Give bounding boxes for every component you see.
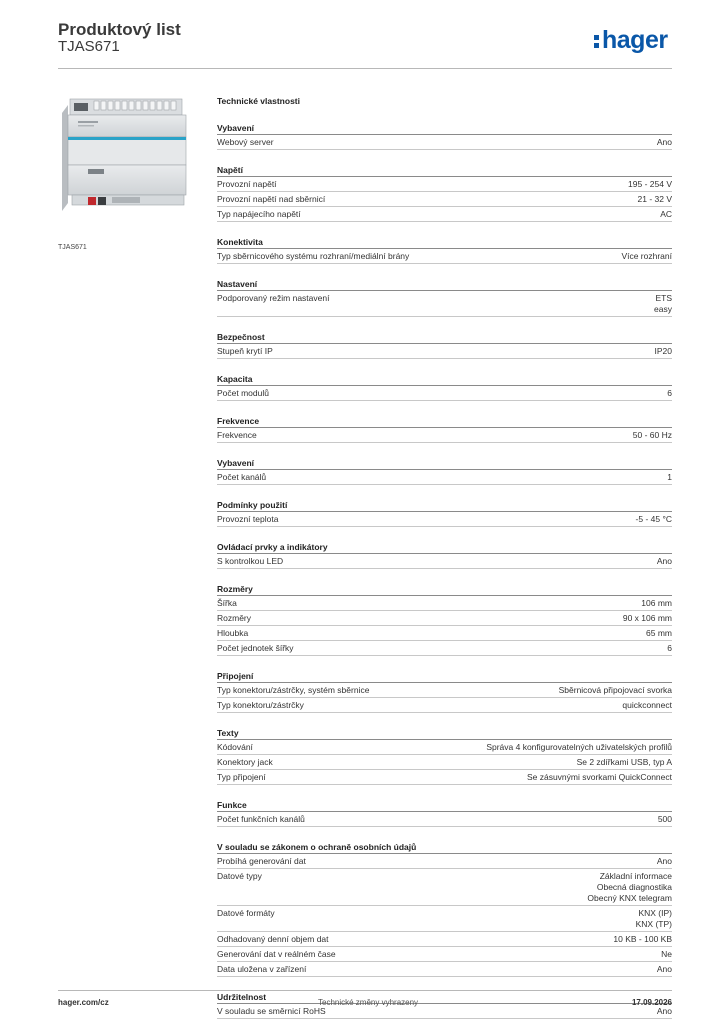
footer-date: 17.09.2026 <box>631 998 672 1007</box>
spec-label: Typ připojení <box>217 772 266 782</box>
spec-value-line: Více rozhraní <box>621 251 672 261</box>
spec-value-line: Obecný KNX telegram <box>587 893 672 903</box>
spec-value <box>621 251 672 262</box>
spec-row <box>217 740 672 755</box>
spec-value <box>660 209 672 220</box>
spec-row <box>217 470 672 485</box>
spec-value-line: 6 <box>667 388 672 398</box>
specs-table <box>217 95 672 1029</box>
spec-label: Webový server <box>217 137 274 147</box>
section-title: Vybavení <box>217 453 672 470</box>
spec-value-line: IP20 <box>654 346 672 356</box>
spec-section <box>217 837 672 977</box>
spec-value <box>486 742 672 753</box>
spec-value <box>657 964 672 975</box>
spec-label: Typ konektoru/zástrčky, systém sběrnice <box>217 685 370 695</box>
spec-row <box>217 947 672 962</box>
spec-row <box>217 683 672 698</box>
spec-section <box>217 987 672 1019</box>
spec-value <box>613 934 672 945</box>
section-title: Napětí <box>217 160 672 177</box>
footer-notice: Technické změny vyhrazeny <box>318 998 419 1007</box>
spec-value-line: Správa 4 konfigurovatelných uživatelských profilů <box>486 742 672 752</box>
spec-row <box>217 207 672 222</box>
spec-row <box>217 291 672 317</box>
spec-value-line: 6 <box>667 643 672 653</box>
image-caption: TJAS671 <box>58 244 87 251</box>
spec-value <box>623 613 672 624</box>
spec-row <box>217 932 672 947</box>
spec-section <box>217 118 672 150</box>
spec-row <box>217 512 672 527</box>
spec-label: Počet funkčních kanálů <box>217 814 305 824</box>
spec-row <box>217 177 672 192</box>
spec-label: Počet modulů <box>217 388 269 398</box>
spec-label: Konektory jack <box>217 757 273 767</box>
spec-value <box>667 388 672 399</box>
spec-label: Typ napájecího napětí <box>217 209 301 219</box>
spec-row <box>217 344 672 359</box>
spec-value-line: ETS <box>655 293 672 303</box>
spec-label: S kontrolkou LED <box>217 556 284 566</box>
spec-value-line: 10 KB - 100 KB <box>613 934 672 944</box>
spec-value-line: Základní informace <box>599 871 672 881</box>
spec-row <box>217 869 672 906</box>
section-title: Frekvence <box>217 411 672 428</box>
section-title: Udržitelnost <box>217 987 672 1004</box>
spec-value-line: Ne <box>661 949 672 959</box>
section-title: Konektivita <box>217 232 672 249</box>
spec-label: Počet jednotek šířky <box>217 643 294 653</box>
spec-label: Kódování <box>217 742 253 752</box>
spec-value <box>577 757 672 768</box>
spec-label: Generování dat v reálném čase <box>217 949 336 959</box>
spec-label: Podporovaný režim nastavení <box>217 293 330 303</box>
spec-row <box>217 906 672 932</box>
spec-value <box>655 346 673 357</box>
spec-value <box>654 293 672 315</box>
spec-value <box>622 700 672 711</box>
spec-section <box>217 274 672 317</box>
spec-value <box>559 685 672 696</box>
product-image <box>58 93 203 238</box>
spec-row <box>217 626 672 641</box>
spec-value <box>657 137 672 148</box>
spec-value-line: Obecná diagnostika <box>596 882 672 892</box>
spec-section <box>217 666 672 713</box>
spec-label: Stupeň krytí IP <box>217 346 273 356</box>
spec-row <box>217 192 672 207</box>
spec-value-line: 106 mm <box>641 598 672 608</box>
spec-row <box>217 1004 672 1019</box>
spec-value-line: 1 <box>667 472 672 482</box>
spec-value-line: Ano <box>656 964 672 974</box>
spec-value-line: -5 - 45 °C <box>635 514 672 524</box>
spec-row <box>217 698 672 713</box>
section-title: V souladu se zákonem o ochraně osobních údajů <box>217 837 672 854</box>
spec-value-line: Se zásuvnými svorkami QuickConnect <box>526 772 672 782</box>
spec-section <box>217 453 672 485</box>
spec-row <box>217 770 672 785</box>
spec-value-line: 500 <box>657 814 672 824</box>
section-title: Připojení <box>217 666 672 683</box>
spec-section <box>217 160 672 222</box>
spec-row <box>217 249 672 264</box>
spec-label: Data uložena v zařízení <box>217 964 307 974</box>
section-title: Ovládací prvky a indikátory <box>217 537 672 554</box>
spec-value <box>667 643 672 654</box>
spec-label: Typ sběrnicového systému rozhraní/mediální brány <box>217 251 410 261</box>
spec-value <box>657 856 672 867</box>
spec-value <box>638 194 673 205</box>
spec-value-line: Sběrnicová připojovací svorka <box>558 685 672 695</box>
spec-value <box>641 598 672 609</box>
spec-section <box>217 411 672 443</box>
spec-value <box>657 1006 672 1017</box>
spec-label: Provozní napětí <box>217 179 277 189</box>
logo-text: hager <box>602 26 668 54</box>
spec-label: Provozní teplota <box>217 514 279 524</box>
spec-row <box>217 135 672 150</box>
footer-website: hager.com/cz <box>58 998 109 1007</box>
spec-value <box>527 772 672 783</box>
spec-label: Probíhá generování dat <box>217 856 306 866</box>
spec-value-line: 50 - 60 Hz <box>632 430 672 440</box>
spec-section <box>217 537 672 569</box>
product-code: TJAS671 <box>58 38 120 55</box>
spec-value-line: Ano <box>656 856 672 866</box>
spec-label: Datové typy <box>217 871 262 881</box>
spec-value <box>657 556 672 567</box>
spec-label: Šířka <box>217 598 237 608</box>
spec-row <box>217 755 672 770</box>
spec-row <box>217 428 672 443</box>
hager-logo <box>594 26 668 54</box>
spec-row <box>217 641 672 656</box>
spec-row <box>217 596 672 611</box>
spec-section <box>217 327 672 359</box>
spec-value-line: Se 2 zdířkami USB, typ A <box>576 757 672 767</box>
page-title: Produktový list <box>58 20 181 39</box>
spec-value-line: 90 x 106 mm <box>622 613 672 623</box>
spec-value <box>633 430 672 441</box>
spec-value-line: AC <box>660 209 672 219</box>
spec-label: Typ konektoru/zástrčky <box>217 700 304 710</box>
spec-value <box>636 908 672 930</box>
spec-label: Rozměry <box>217 613 252 623</box>
spec-label: Frekvence <box>217 430 257 440</box>
spec-row <box>217 812 672 827</box>
spec-value <box>646 628 672 639</box>
spec-value-line: 195 - 254 V <box>628 179 672 189</box>
spec-value <box>636 514 672 525</box>
spec-value <box>628 179 672 190</box>
spec-section <box>217 369 672 401</box>
logo-dots-icon <box>594 32 600 48</box>
spec-value-line: 65 mm <box>646 628 672 638</box>
spec-label: Datové formáty <box>217 908 275 918</box>
section-title: Kapacita <box>217 369 672 386</box>
spec-value-line: 21 - 32 V <box>637 194 672 204</box>
spec-value-line: Ano <box>656 556 672 566</box>
spec-row <box>217 386 672 401</box>
spec-value-line: KNX (IP) <box>638 908 672 918</box>
spec-row <box>217 611 672 626</box>
header-divider <box>58 68 672 69</box>
spec-label: Počet kanálů <box>217 472 267 482</box>
spec-value-line: quickconnect <box>622 700 672 710</box>
spec-value-line: easy <box>654 304 672 314</box>
section-title: Nastavení <box>217 274 672 291</box>
section-title: Rozměry <box>217 579 672 596</box>
section-title: Bezpečnost <box>217 327 672 344</box>
spec-section <box>217 495 672 527</box>
spec-value <box>667 472 672 483</box>
spec-value-line: KNX (TP) <box>635 919 672 929</box>
spec-label: Odhadovaný denní objem dat <box>217 934 329 944</box>
spec-section <box>217 795 672 827</box>
spec-row <box>217 854 672 869</box>
footer-divider <box>58 990 672 991</box>
spec-value <box>661 949 672 960</box>
spec-section <box>217 723 672 785</box>
section-title: Vybavení <box>217 118 672 135</box>
section-title: Podmínky použití <box>217 495 672 512</box>
spec-value <box>658 814 672 825</box>
spec-section <box>217 579 672 656</box>
spec-value-line: Ano <box>656 137 672 147</box>
spec-value <box>587 871 672 904</box>
spec-label: V souladu se směrnicí RoHS <box>217 1006 326 1016</box>
specs-heading: Technické vlastnosti <box>217 96 300 106</box>
spec-value-line: Ano <box>656 1006 672 1016</box>
section-title: Texty <box>217 723 672 740</box>
spec-row <box>217 554 672 569</box>
spec-section <box>217 232 672 264</box>
spec-row <box>217 962 672 977</box>
spec-label: Hloubka <box>217 628 249 638</box>
spec-label: Provozní napětí nad sběrnicí <box>217 194 326 204</box>
section-title: Funkce <box>217 795 672 812</box>
